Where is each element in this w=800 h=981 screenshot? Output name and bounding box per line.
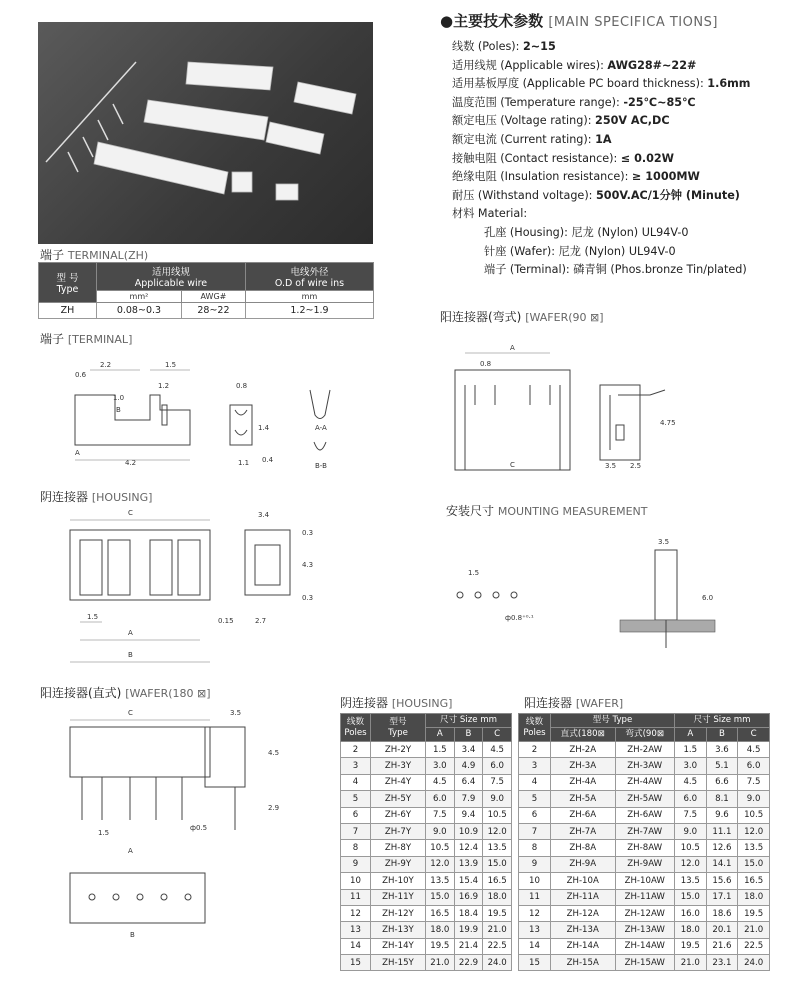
- svg-text:3.5: 3.5: [230, 709, 242, 717]
- svg-text:4.3: 4.3: [302, 561, 314, 569]
- table-cell: 7.9: [454, 791, 483, 807]
- spec-row: 温度范围 (Temperature range): -25℃~85℃: [452, 95, 696, 109]
- spec-row: 适用基板厚度 (Applicable PC board thickness): 1.6mm: [452, 77, 751, 91]
- table-cell: 21.4: [454, 938, 483, 954]
- table-cell: 21.0: [426, 955, 455, 971]
- table-cell: 14: [341, 938, 371, 954]
- table-cell: 7: [341, 823, 371, 839]
- table-row: [341, 774, 512, 790]
- svg-text:0.8: 0.8: [480, 360, 492, 368]
- table-cell: 3: [341, 758, 371, 774]
- table-cell: 12.4: [454, 840, 483, 856]
- spec-material: 端子 (Terminal): 磷青铜 (Phos.bronze Tin/plated): [484, 263, 747, 277]
- table-cell: 19.9: [454, 922, 483, 938]
- table-row: ZH 0.08~0.3 28~22 1.2~1.9: [39, 303, 374, 319]
- svg-text:2.2: 2.2: [100, 361, 112, 369]
- svg-text:0.6: 0.6: [75, 371, 87, 379]
- table-cell: ZH-14A: [551, 938, 616, 954]
- table-cell: 3.0: [426, 758, 455, 774]
- table-cell: 16.5: [426, 905, 455, 921]
- table-cell: ZH-15Y: [371, 955, 426, 971]
- table-cell: ZH-10A: [551, 873, 616, 889]
- table-cell: ZH-10AW: [615, 873, 674, 889]
- table-cell: 10: [341, 873, 371, 889]
- table-row: [519, 922, 770, 938]
- svg-text:0.8: 0.8: [236, 382, 248, 390]
- table-cell: ZH-13Y: [371, 922, 426, 938]
- table-cell: 15: [519, 955, 551, 971]
- table-cell: 7.5: [426, 807, 455, 823]
- spec-row: 绝缘电阻 (Insulation resistance): ≥ 1000MW: [452, 170, 700, 184]
- svg-text:A: A: [75, 449, 80, 457]
- table-cell: 18.4: [454, 905, 483, 921]
- table-cell: 3.6: [706, 742, 738, 758]
- table-cell: 9.0: [738, 791, 770, 807]
- table-row: [341, 856, 512, 872]
- table-cell: 21.0: [738, 922, 770, 938]
- table-cell: 9.6: [706, 807, 738, 823]
- table-cell: 13.5: [426, 873, 455, 889]
- svg-text:1.1: 1.1: [238, 459, 250, 467]
- table-row: [341, 791, 512, 807]
- table-cell: ZH-6AW: [615, 807, 674, 823]
- table-cell: ZH-2Y: [371, 742, 426, 758]
- svg-text:0.3: 0.3: [302, 594, 314, 602]
- table-cell: 13.5: [738, 840, 770, 856]
- table-cell: 10.5: [426, 840, 455, 856]
- table-cell: 10.5: [674, 840, 706, 856]
- table-cell: 14.1: [706, 856, 738, 872]
- svg-text:1.0: 1.0: [113, 394, 125, 402]
- svg-text:0.4: 0.4: [262, 456, 274, 464]
- table-cell: ZH-12AW: [615, 905, 674, 921]
- housing-size-table: 线数 Poles 型号 Type 尺寸 Size mm A B C 2 ZH-2Y 1.5 3.4 4.5 3 ZH-3Y 3.0 4.9 6.0 4 ZH-4Y 4.5 6.4 7.5 5 ZH-5Y 6.0 7.9 9.0 6 ZH-6Y 7.5 9.4 10.5 7 ZH-7Y 9.0 10.9 12.0 8 ZH-8Y 10.5 12.4 13.5 9 ZH-9Y 12.0 13.9 15.0 10 ZH-10Y 13.5 15.4 16.5 11 ZH-11Y 15.0 16.9 18.0 12 ZH-12Y 16.5 18.4 19.5 13 ZH-13Y 18.0 19.9 21.0 14 ZH-14Y 19.5 21.4 22.5 15 ZH-15Y 21.0 22.9 24.0: [340, 713, 512, 971]
- connector-photo-illustration: [38, 22, 373, 244]
- table-cell: ZH-12A: [551, 905, 616, 921]
- table-cell: ZH-8AW: [615, 840, 674, 856]
- table-row: [519, 791, 770, 807]
- table-cell: 22.9: [454, 955, 483, 971]
- table-cell: 6: [341, 807, 371, 823]
- table-row: [341, 758, 512, 774]
- table-cell: 13.5: [674, 873, 706, 889]
- svg-text:A: A: [510, 344, 515, 352]
- table-cell: 12.0: [738, 823, 770, 839]
- specs-list: [452, 38, 750, 280]
- table-cell: 8.1: [706, 791, 738, 807]
- table-cell: 23.1: [706, 955, 738, 971]
- table-cell: 13.5: [483, 840, 512, 856]
- table-cell: 7: [519, 823, 551, 839]
- svg-text:B: B: [130, 931, 135, 939]
- table-cell: 6.0: [426, 791, 455, 807]
- table-cell: 15.4: [454, 873, 483, 889]
- table-cell: 9.0: [674, 823, 706, 839]
- svg-text:A: A: [128, 629, 133, 637]
- svg-text:1.5: 1.5: [98, 829, 110, 837]
- table-cell: 7.5: [738, 774, 770, 790]
- table-cell: 4: [519, 774, 551, 790]
- table-cell: 18.0: [426, 922, 455, 938]
- table-cell: ZH-12Y: [371, 905, 426, 921]
- terminal-table-title: 端子 TERMINAL(ZH): [40, 248, 149, 262]
- table-cell: 16.9: [454, 889, 483, 905]
- table-cell: 10.5: [738, 807, 770, 823]
- table-cell: 18.0: [483, 889, 512, 905]
- table-cell: 9: [341, 856, 371, 872]
- table-cell: 15: [341, 955, 371, 971]
- table-cell: 9.4: [454, 807, 483, 823]
- table-cell: 3.4: [454, 742, 483, 758]
- table-cell: 18.6: [706, 905, 738, 921]
- table-row: [519, 938, 770, 954]
- table-cell: ZH-2AW: [615, 742, 674, 758]
- table-cell: 8: [519, 840, 551, 856]
- table-cell: 9: [519, 856, 551, 872]
- table-cell: ZH-13A: [551, 922, 616, 938]
- table-row: [519, 758, 770, 774]
- table-cell: ZH-6Y: [371, 807, 426, 823]
- table-cell: 21.0: [483, 922, 512, 938]
- svg-text:6.0: 6.0: [702, 594, 714, 602]
- table-cell: 10: [519, 873, 551, 889]
- table-cell: 1.5: [426, 742, 455, 758]
- table-cell: ZH-4A: [551, 774, 616, 790]
- table-cell: 4.9: [454, 758, 483, 774]
- table-cell: 3.0: [674, 758, 706, 774]
- table-cell: 12.0: [674, 856, 706, 872]
- table-row: [341, 889, 512, 905]
- table-cell: 13: [519, 922, 551, 938]
- table-cell: 15.0: [674, 889, 706, 905]
- table-cell: 9.0: [426, 823, 455, 839]
- table-row: [341, 905, 512, 921]
- svg-text:2.7: 2.7: [255, 617, 267, 625]
- table-cell: 4.5: [738, 742, 770, 758]
- table-cell: 14: [519, 938, 551, 954]
- table-cell: 19.5: [426, 938, 455, 954]
- spec-row: 耐压 (Withstand voltage): 500V.AC/1分钟 (Minute): [452, 188, 740, 202]
- table-cell: 2: [519, 742, 551, 758]
- table-cell: ZH-14Y: [371, 938, 426, 954]
- spec-material: 针座 (Wafer): 尼龙 (Nylon) UL94V-0: [484, 244, 676, 258]
- section-title-terminal: 端子 [TERMINAL]: [40, 332, 133, 346]
- terminal-spec-table: 型 号 Type 适用线规 Applicable wire 电线外径 O.D of wire ins mm² AWG# mm ZH 0.08~0.3 28~22 1.2~1.9: [38, 262, 374, 319]
- svg-text:4.2: 4.2: [125, 459, 137, 467]
- table-cell: ZH-7AW: [615, 823, 674, 839]
- table-cell: 4.5: [426, 774, 455, 790]
- table-row: [341, 873, 512, 889]
- table-cell: 3: [519, 758, 551, 774]
- table-row: [519, 889, 770, 905]
- svg-text:A-A: A-A: [315, 424, 327, 432]
- spec-row: 接触电阻 (Contact resistance): ≤ 0.02W: [452, 151, 675, 165]
- svg-text:3.5: 3.5: [658, 538, 670, 546]
- table-cell: ZH-3A: [551, 758, 616, 774]
- svg-text:1.5: 1.5: [468, 569, 480, 577]
- table-cell: 11: [519, 889, 551, 905]
- section-title-housing-table: 阴连接器 [HOUSING]: [340, 696, 453, 710]
- table-row: [519, 905, 770, 921]
- table-cell: 6.6: [706, 774, 738, 790]
- spec-row: 线数 (Poles): 2~15: [452, 40, 556, 53]
- svg-text:C: C: [510, 461, 515, 469]
- table-cell: 12: [341, 905, 371, 921]
- table-cell: ZH-9Y: [371, 856, 426, 872]
- table-cell: ZH-7A: [551, 823, 616, 839]
- terminal-drawing: [40, 350, 370, 480]
- svg-text:C: C: [128, 509, 133, 517]
- svg-text:B: B: [116, 406, 121, 414]
- svg-text:1.4: 1.4: [258, 424, 270, 432]
- wafer-size-table: 线数 Poles 型号 Type 尺寸 Size mm 直式(180⊠ 弯式(90⊠ A B C 2 ZH-2A ZH-2AW 1.5 3.6 4.5 3 ZH-3A ZH-3AW 3.0 5.1 6.0 4 ZH-4A ZH-4AW 4.5 6.6 7.5 5 ZH-5A ZH-5AW 6.0 8.1 9.0 6 ZH-6A ZH-6AW 7.5 9.6 10.5 7 ZH-7A ZH-7AW 9.0 11.1 12.0 8 ZH-8A ZH-8AW 10.5 12.6 13.5 9 ZH-9A ZH-9AW 12.0 14.1 15.0 10 ZH-10A ZH-10AW 13.5 15.6 16.5 11 ZH-11A ZH-11AW 15.0 17.1 18.0 12 ZH-12A ZH-12AW 16.0 18.6 19.5 13 ZH-13A ZH-13AW 18.0 20.1 21.0 14 ZH-14A ZH-14AW 19.5 21.6 22.5 15 ZH-15A ZH-15AW 21.0 23.1 24.0: [518, 713, 770, 971]
- svg-text:2.9: 2.9: [268, 804, 280, 812]
- table-cell: ZH-2A: [551, 742, 616, 758]
- table-cell: ZH-7Y: [371, 823, 426, 839]
- table-row: [341, 938, 512, 954]
- table-cell: 18.0: [674, 922, 706, 938]
- svg-text:4.5: 4.5: [268, 749, 280, 757]
- table-cell: 19.5: [738, 905, 770, 921]
- table-cell: 2: [341, 742, 371, 758]
- table-cell: 5.1: [706, 758, 738, 774]
- table-cell: ZH-6A: [551, 807, 616, 823]
- svg-text:ф0.8⁺⁰·¹: ф0.8⁺⁰·¹: [505, 614, 534, 622]
- table-cell: 22.5: [738, 938, 770, 954]
- svg-text:1.2: 1.2: [158, 382, 170, 390]
- mounting-drawing: [440, 530, 770, 660]
- table-cell: 7.5: [483, 774, 512, 790]
- table-cell: 15.0: [738, 856, 770, 872]
- svg-text:ф0.5: ф0.5: [190, 824, 208, 832]
- table-cell: 6: [519, 807, 551, 823]
- table-row: [341, 840, 512, 856]
- table-cell: 21.6: [706, 938, 738, 954]
- spec-row: 额定电流 (Current rating): 1A: [452, 132, 612, 146]
- table-cell: ZH-14AW: [615, 938, 674, 954]
- table-cell: 4: [341, 774, 371, 790]
- table-cell: ZH-15AW: [615, 955, 674, 971]
- table-row: [519, 807, 770, 823]
- svg-text:0.3: 0.3: [302, 529, 314, 537]
- section-title-wafer-bent: 阳连接器(弯式) [WAFER(90 ⊠]: [440, 310, 604, 324]
- table-cell: 7.5: [674, 807, 706, 823]
- table-row: [519, 823, 770, 839]
- table-cell: 21.0: [674, 955, 706, 971]
- spec-row: 额定电压 (Voltage rating): 250V AC,DC: [452, 114, 670, 128]
- svg-text:1.5: 1.5: [87, 613, 99, 621]
- table-row: [519, 774, 770, 790]
- section-title-wafer-table: 阳连接器 [WAFER]: [524, 696, 624, 710]
- section-title-housing: 阴连接器 [HOUSING]: [40, 490, 153, 504]
- table-cell: ZH-9A: [551, 856, 616, 872]
- specs-title: ●主要技术参数 [MAIN SPECIFICA TIONS]: [440, 12, 718, 30]
- svg-text:0.15: 0.15: [218, 617, 234, 625]
- spec-row: 适用线规 (Applicable wires): AWG28#~22#: [452, 58, 697, 72]
- table-cell: ZH-15A: [551, 955, 616, 971]
- table-cell: 15.0: [426, 889, 455, 905]
- table-cell: 15.0: [483, 856, 512, 872]
- table-cell: 12.0: [483, 823, 512, 839]
- table-cell: ZH-10Y: [371, 873, 426, 889]
- svg-text:1.5: 1.5: [165, 361, 177, 369]
- wafer-bent-drawing: [440, 340, 770, 480]
- svg-text:4.75: 4.75: [660, 419, 676, 427]
- table-row: [519, 873, 770, 889]
- table-cell: 10.5: [483, 807, 512, 823]
- table-cell: 12.6: [706, 840, 738, 856]
- housing-drawing: [40, 505, 370, 665]
- svg-text:B-B: B-B: [315, 462, 327, 470]
- table-cell: ZH-4AW: [615, 774, 674, 790]
- table-cell: 13.9: [454, 856, 483, 872]
- table-cell: 24.0: [738, 955, 770, 971]
- table-cell: ZH-11A: [551, 889, 616, 905]
- table-cell: ZH-3Y: [371, 758, 426, 774]
- table-cell: ZH-5AW: [615, 791, 674, 807]
- table-cell: ZH-3AW: [615, 758, 674, 774]
- table-cell: ZH-11Y: [371, 889, 426, 905]
- svg-text:2.5: 2.5: [630, 462, 642, 470]
- table-cell: 4.5: [483, 742, 512, 758]
- table-cell: 9.0: [483, 791, 512, 807]
- table-cell: 16.5: [483, 873, 512, 889]
- table-cell: ZH-8A: [551, 840, 616, 856]
- table-cell: 24.0: [483, 955, 512, 971]
- product-photo: [38, 22, 373, 244]
- table-cell: 5: [341, 791, 371, 807]
- table-row: [519, 955, 770, 971]
- svg-text:3.5: 3.5: [605, 462, 617, 470]
- spec-material-label: 材料 Material:: [452, 207, 528, 221]
- svg-text:A: A: [128, 847, 133, 855]
- table-cell: 19.5: [483, 905, 512, 921]
- table-cell: 6.0: [674, 791, 706, 807]
- table-cell: 10.9: [454, 823, 483, 839]
- table-cell: ZH-5A: [551, 791, 616, 807]
- table-row: [341, 955, 512, 971]
- table-row: [519, 856, 770, 872]
- table-cell: 6.4: [454, 774, 483, 790]
- section-title-wafer-straight: 阳连接器(直式) [WAFER(180 ⊠]: [40, 686, 211, 700]
- table-cell: ZH-8Y: [371, 840, 426, 856]
- table-cell: ZH-13AW: [615, 922, 674, 938]
- table-cell: 18.0: [738, 889, 770, 905]
- spec-material: 孔座 (Housing): 尼龙 (Nylon) UL94V-0: [484, 225, 689, 239]
- table-cell: 22.5: [483, 938, 512, 954]
- table-row: [519, 840, 770, 856]
- table-cell: 4.5: [674, 774, 706, 790]
- table-row: [341, 823, 512, 839]
- table-cell: ZH-9AW: [615, 856, 674, 872]
- table-cell: 15.6: [706, 873, 738, 889]
- table-cell: ZH-4Y: [371, 774, 426, 790]
- table-row: [341, 742, 512, 758]
- table-cell: 6.0: [483, 758, 512, 774]
- table-cell: 20.1: [706, 922, 738, 938]
- table-cell: ZH-5Y: [371, 791, 426, 807]
- table-cell: ZH-11AW: [615, 889, 674, 905]
- svg-text:B: B: [128, 651, 133, 659]
- table-cell: 6.0: [738, 758, 770, 774]
- table-cell: 8: [341, 840, 371, 856]
- table-cell: 19.5: [674, 938, 706, 954]
- table-cell: 11.1: [706, 823, 738, 839]
- table-cell: 13: [341, 922, 371, 938]
- table-row: [341, 922, 512, 938]
- table-cell: 16.0: [674, 905, 706, 921]
- table-cell: 16.5: [738, 873, 770, 889]
- svg-text:C: C: [128, 709, 133, 717]
- svg-text:3.4: 3.4: [258, 511, 270, 519]
- table-cell: 1.5: [674, 742, 706, 758]
- wafer-straight-drawing: [40, 705, 335, 945]
- table-cell: 12: [519, 905, 551, 921]
- table-row: [519, 742, 770, 758]
- table-cell: 5: [519, 791, 551, 807]
- table-cell: 12.0: [426, 856, 455, 872]
- table-cell: 11: [341, 889, 371, 905]
- section-title-mounting: 安装尺寸 MOUNTING MEASUREMENT: [446, 504, 648, 518]
- table-row: [341, 807, 512, 823]
- table-cell: 17.1: [706, 889, 738, 905]
